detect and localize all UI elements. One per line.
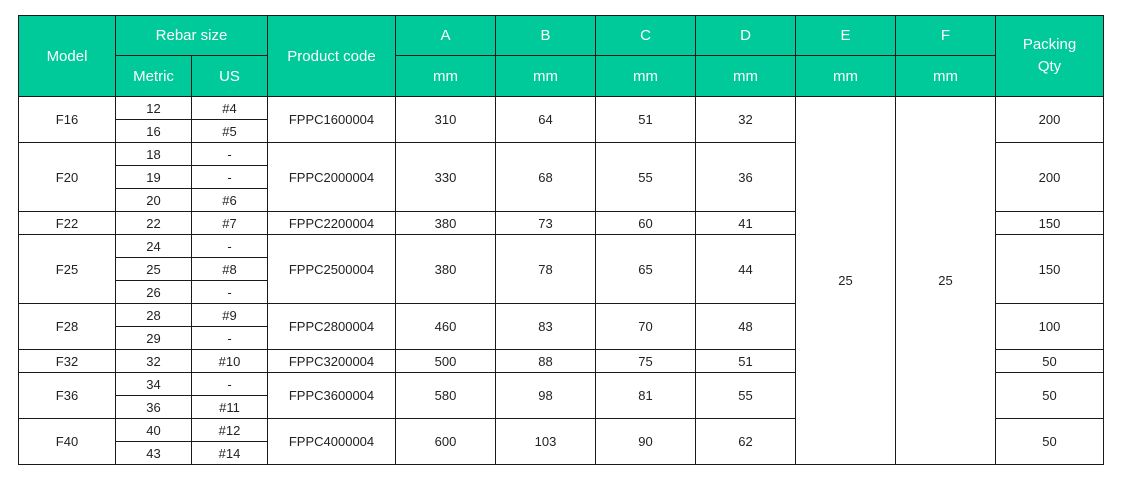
dim-b-cell: 64: [496, 97, 596, 143]
metric-size-cell: 43: [116, 442, 192, 465]
metric-size-cell: 28: [116, 304, 192, 327]
dim-b-cell: 73: [496, 212, 596, 235]
header-a: A: [396, 16, 496, 56]
dim-c-cell: 51: [596, 97, 696, 143]
header-product-code: Product code: [268, 16, 396, 97]
model-cell: F20: [19, 143, 116, 212]
us-size-cell: #12: [192, 419, 268, 442]
packing-qty-cell: 50: [996, 419, 1104, 465]
header-b: B: [496, 16, 596, 56]
unit-d: mm: [696, 56, 796, 97]
us-size-cell: #6: [192, 189, 268, 212]
dim-e-cell: 25: [796, 97, 896, 465]
unit-f: mm: [896, 56, 996, 97]
dim-c-cell: 75: [596, 350, 696, 373]
metric-size-cell: 12: [116, 97, 192, 120]
us-size-cell: -: [192, 235, 268, 258]
packing-qty-cell: 200: [996, 143, 1104, 212]
metric-size-cell: 34: [116, 373, 192, 396]
us-size-cell: #4: [192, 97, 268, 120]
header-f: F: [896, 16, 996, 56]
us-size-cell: #9: [192, 304, 268, 327]
metric-size-cell: 16: [116, 120, 192, 143]
product-code-cell: FPPC2000004: [268, 143, 396, 212]
dim-c-cell: 90: [596, 419, 696, 465]
table-row: [19, 97, 1104, 120]
unit-c: mm: [596, 56, 696, 97]
dim-a-cell: 380: [396, 212, 496, 235]
dim-d-cell: 55: [696, 373, 796, 419]
dim-d-cell: 41: [696, 212, 796, 235]
us-size-cell: #14: [192, 442, 268, 465]
metric-size-cell: 24: [116, 235, 192, 258]
dim-d-cell: 51: [696, 350, 796, 373]
us-size-cell: #7: [192, 212, 268, 235]
dim-a-cell: 380: [396, 235, 496, 304]
dim-a-cell: 580: [396, 373, 496, 419]
header-us: US: [192, 56, 268, 97]
dim-c-cell: 70: [596, 304, 696, 350]
packing-qty-cell: 150: [996, 212, 1104, 235]
model-cell: F28: [19, 304, 116, 350]
metric-size-cell: 29: [116, 327, 192, 350]
us-size-cell: -: [192, 281, 268, 304]
header-packing-qty: [996, 16, 1104, 97]
header-model: Model: [19, 16, 116, 97]
metric-size-cell: 36: [116, 396, 192, 419]
dim-d-cell: 48: [696, 304, 796, 350]
model-cell: F25: [19, 235, 116, 304]
dim-b-cell: 103: [496, 419, 596, 465]
dim-d-cell: 36: [696, 143, 796, 212]
dim-c-cell: 65: [596, 235, 696, 304]
product-code-cell: FPPC2200004: [268, 212, 396, 235]
metric-size-cell: 26: [116, 281, 192, 304]
model-cell: F32: [19, 350, 116, 373]
us-size-cell: -: [192, 327, 268, 350]
us-size-cell: -: [192, 143, 268, 166]
model-cell: F36: [19, 373, 116, 419]
dim-c-cell: 60: [596, 212, 696, 235]
header-packing-line1: Packing: [1022, 36, 1077, 53]
unit-a: mm: [396, 56, 496, 97]
dim-c-cell: 55: [596, 143, 696, 212]
model-cell: F40: [19, 419, 116, 465]
dim-b-cell: 68: [496, 143, 596, 212]
header-c: C: [596, 16, 696, 56]
metric-size-cell: 19: [116, 166, 192, 189]
header-packing-line2: Qty: [1037, 58, 1062, 75]
metric-size-cell: 18: [116, 143, 192, 166]
product-code-cell: FPPC4000004: [268, 419, 396, 465]
packing-qty-cell: 50: [996, 350, 1104, 373]
unit-e: mm: [796, 56, 896, 97]
spec-table: [18, 15, 1104, 465]
dim-b-cell: 88: [496, 350, 596, 373]
metric-size-cell: 32: [116, 350, 192, 373]
product-code-cell: FPPC3600004: [268, 373, 396, 419]
us-size-cell: #8: [192, 258, 268, 281]
us-size-cell: #11: [192, 396, 268, 419]
dim-c-cell: 81: [596, 373, 696, 419]
product-code-cell: FPPC1600004: [268, 97, 396, 143]
dim-d-cell: 32: [696, 97, 796, 143]
header-metric: Metric: [116, 56, 192, 97]
dim-a-cell: 600: [396, 419, 496, 465]
dim-d-cell: 44: [696, 235, 796, 304]
header-rebar-size: Rebar size: [116, 16, 268, 56]
product-code-cell: FPPC3200004: [268, 350, 396, 373]
dim-a-cell: 460: [396, 304, 496, 350]
header-e: E: [796, 16, 896, 56]
dim-a-cell: 310: [396, 97, 496, 143]
product-code-cell: FPPC2500004: [268, 235, 396, 304]
us-size-cell: -: [192, 373, 268, 396]
metric-size-cell: 20: [116, 189, 192, 212]
dim-a-cell: 500: [396, 350, 496, 373]
packing-qty-cell: 100: [996, 304, 1104, 350]
us-size-cell: #5: [192, 120, 268, 143]
metric-size-cell: 40: [116, 419, 192, 442]
table-body: [19, 97, 1104, 465]
dim-d-cell: 62: [696, 419, 796, 465]
us-size-cell: -: [192, 166, 268, 189]
dim-b-cell: 83: [496, 304, 596, 350]
us-size-cell: #10: [192, 350, 268, 373]
packing-qty-cell: 200: [996, 97, 1104, 143]
product-code-cell: FPPC2800004: [268, 304, 396, 350]
dim-b-cell: 98: [496, 373, 596, 419]
model-cell: F22: [19, 212, 116, 235]
unit-b: mm: [496, 56, 596, 97]
spec-table-container: [18, 15, 1104, 465]
metric-size-cell: 22: [116, 212, 192, 235]
dim-f-cell: 25: [896, 97, 996, 465]
metric-size-cell: 25: [116, 258, 192, 281]
header-d: D: [696, 16, 796, 56]
dim-b-cell: 78: [496, 235, 596, 304]
packing-qty-cell: 150: [996, 235, 1104, 304]
packing-qty-cell: 50: [996, 373, 1104, 419]
dim-a-cell: 330: [396, 143, 496, 212]
model-cell: F16: [19, 97, 116, 143]
